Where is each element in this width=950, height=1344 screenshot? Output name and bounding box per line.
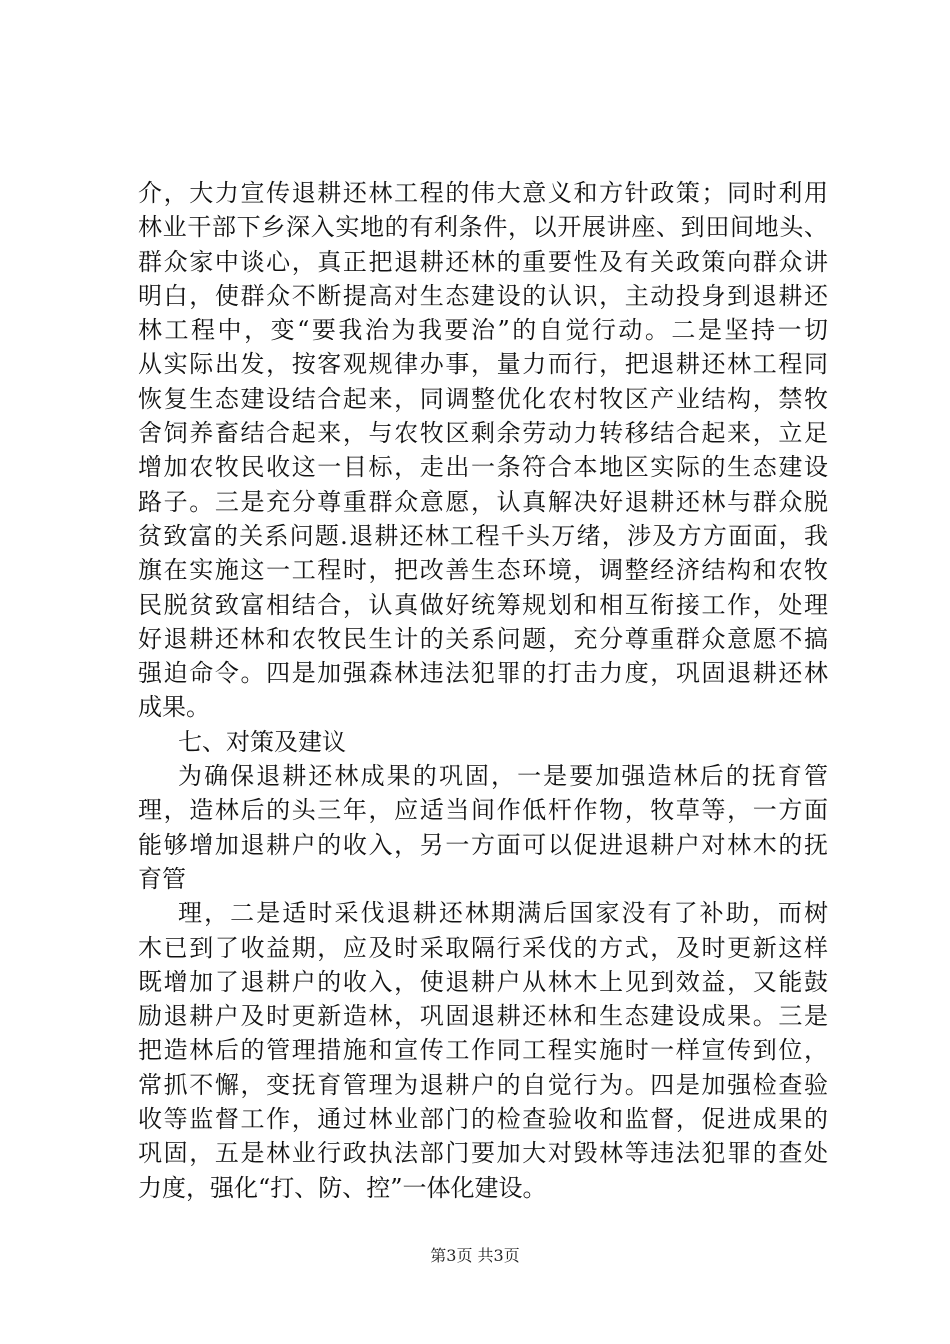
text-line: 旗在实施这一工程时，把改善生态环境，调整经济结构和农牧 — [138, 556, 828, 585]
text-line: 贫致富的关系问题.退耕还林工程千头万绪，涉及方方面面，我 — [138, 521, 828, 550]
text-line: 木已到了收益期，应及时采取隔行采伐的方式，及时更新这样 — [138, 933, 828, 962]
text-line: 常抓不懈，变抚育管理为退耕户的自觉行为。四是加强检查验 — [138, 1070, 828, 1099]
text-line: 民脱贫致富相结合，认真做好统筹规划和相互衔接工作，处理 — [138, 590, 828, 619]
text-line: 增加农牧民收这一目标，走出一条符合本地区实际的生态建设 — [138, 453, 828, 482]
text-line: 舍饲养畜结合起来，与农牧区剩余劳动力转移结合起来，立足 — [138, 419, 828, 448]
text-line: 路子。三是充分尊重群众意愿，认真解决好退耕还林与群众脱 — [138, 487, 828, 516]
text-line: 既增加了退耕户的收入，使退耕户从林木上见到效益，又能鼓 — [138, 967, 828, 996]
text-line: 收等监督工作，通过林业部门的检查验收和监督，促进成果的 — [138, 1105, 828, 1134]
text-line: 林业干部下乡深入实地的有利条件，以开展讲座、到田间地头、 — [138, 213, 828, 242]
text-line: 介，大力宣传退耕还林工程的伟大意义和方针政策；同时利用 — [138, 179, 828, 207]
text-line: 励退耕户及时更新造林，巩固退耕还林和生态建设成果。三是 — [138, 1002, 828, 1031]
text-line: 巩固，五是林业行政执法部门要加大对毁林等违法犯罪的查处 — [138, 1139, 828, 1168]
text-line: 理，二是适时采伐退耕还林期满后国家没有了补助，而树 — [178, 899, 828, 928]
text-line: 理，造林后的头三年，应适当间作低杆作物，牧草等，一方面 — [138, 796, 828, 825]
text-line: 群众家中谈心，真正把退耕还林的重要性及有关政策向群众讲 — [138, 247, 828, 276]
text-line: 恢复生态建设结合起来，同调整优化农村牧区产业结构，禁牧 — [138, 384, 828, 413]
text-line: 好退耕还林和农牧民生计的关系问题，充分尊重群众意愿不搞 — [138, 624, 828, 653]
text-line: 为确保退耕还林成果的巩固，一是要加强造林后的抚育管 — [178, 762, 828, 791]
body-text — [138, 176, 828, 1205]
page-number-footer: 第3页 共3页 — [430, 1246, 520, 1265]
text-line: 林工程中，变“要我治为我要治”的自觉行动。二是坚持一切 — [138, 316, 828, 345]
text-line: 成果。 — [138, 693, 210, 722]
section-heading: 七、对策及建议 — [178, 727, 346, 756]
text-line: 能够增加退耕户的收入，另一方面可以促进退耕户对林木的抚 — [138, 830, 828, 859]
text-line: 把造林后的管理措施和宣传工作同工程实施时一样宣传到位， — [138, 1036, 828, 1065]
text-line: 从实际出发，按客观规律办事，量力而行，把退耕还林工程同 — [138, 350, 828, 379]
text-line: 育管 — [138, 864, 186, 893]
text-line: 力度，强化“打、防、控”一体化建设。 — [138, 1173, 547, 1202]
text-line: 强迫命令。四是加强森林违法犯罪的打击力度，巩固退耕还林 — [138, 659, 828, 688]
text-line: 明白，使群众不断提高对生态建设的认识，主动投身到退耕还 — [138, 281, 828, 310]
